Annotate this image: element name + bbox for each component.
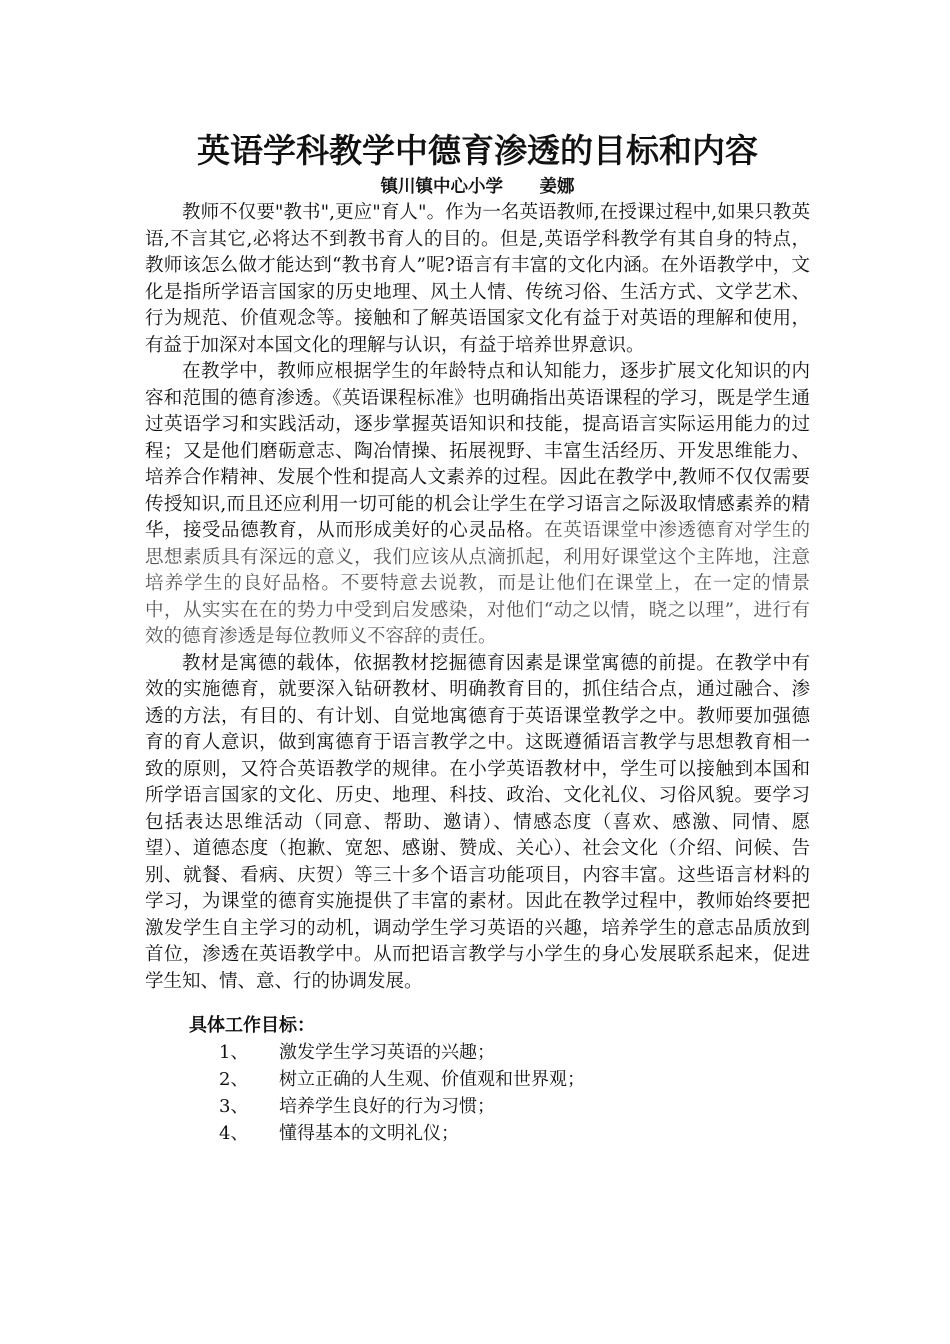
paragraph-2 (145, 359, 810, 651)
goal-item (145, 1066, 810, 1093)
paragraph-1 (145, 200, 810, 359)
goal-text: 树立正确的人生观、价值观和世界观； (279, 1069, 585, 1090)
paragraph-3-text: 教材是寓德的载体，依据教材挖掘德育因素是课堂寓德的前提。在教学中有效的实施德育，就要深入钻研教材、明确教育目的，抓住结合点，通过融合、渗透的方法，有目的、有计划、自觉地寓德育于英语课堂教学之中。教师要加强德育的育人意识，做到寓德育于语言教学之中。这既遵循语言教学与思想教育相一致的原则，又符合英语教学的规律。在小学英语教材中，学生可以接触到本国和所学语言国家的文化、历史、地理、科技、政治、文化礼仪、习俗风貌。要学习包括表达思维活动（同意、帮助、邀请）、情感态度（喜欢、感激、同情、愿望）、道德态度（抱歉、宽恕、感谢、赞成、关心）、社会文化（介绍、问候、告别、就餐、看病、庆贺）等三十多个语言功能项目，内容丰富。这些语言材料的学习，为课堂的德育实施提供了丰富的素材。因此在教学过程中，教师始终要把激发学生自主学习的动机，调动学生学习英语的兴趣，培养学生的意志品质放到首位，渗透在英语教学中。从而把语言教学与小学生的身心发展联系起来，促进学生知、情、意、行的协调发展。 (145, 652, 810, 992)
goal-number: 4、 (219, 1123, 249, 1144)
goal-item (145, 1120, 810, 1147)
goal-item (145, 1093, 810, 1120)
document-page (145, 128, 810, 1147)
paragraph-2-gray-text: 在英语课堂中渗透德育对学生的思想素质具有深远的意义，我们应该从点滴抓起，利用好课堂这个主阵地，注意培养学生的良好品格。不要特意去说教，而是让他们在课堂上，在一定的情景中，从实实在在的势力中受到启发感染，对他们“动之以情，晓之以理”，进行有效的德育渗透是每位教师义不容辞的责任。 (145, 520, 810, 647)
goal-number: 2、 (219, 1069, 249, 1090)
goal-text: 培养学生良好的行为习惯； (279, 1096, 495, 1117)
paragraph-3 (145, 651, 810, 996)
goal-text: 激发学生学习英语的兴趣； (279, 1042, 495, 1063)
document-author: 镇川镇中心小学 姜娜 (380, 177, 575, 197)
document-title: 英语学科教学中德育渗透的目标和内容 (197, 131, 758, 170)
goal-item (145, 1039, 810, 1066)
paragraph-2-text: 在教学中，教师应根据学生的年龄特点和认知能力，逐步扩展文化知识的内容和范围的德育渗透。《英语课程标准》也明确指出英语课程的学习，既是学生通过英语学习和实践活动，逐步掌握英语知识和技能，提高语言实际运用能力的过程；又是他们磨砺意志、陶冶情操、拓展视野、丰富生活经历、开发思维能力、培养合作精神、发展个性和提高人文素养的过程。因此在教学中,教师不仅仅需要传授知识,而且还应利用一切可能的机会让学生在学习语言之际汲取情感素养的精华，接受品德教育，从而形成美好的心灵品格。 (145, 361, 810, 541)
paragraph-1-text: 教师不仅要"教书",更应"育人"。作为一名英语教师,在授课过程中,如果只教英语,不言其它,必将达不到教书育人的目的。但是,英语学科教学有其自身的特点，教师该怎么做才能达到“教书育人”呢?语言有丰富的文化内涵。在外语教学中，文化是指所学语言国家的历史地理、风土人情、传统习俗、生活方式、文学艺术、行为规范、价值观念等。接触和了解英语国家文化有益于对英语的理解和使用，有益于加深对本国文化的理解与认识，有益于培养世界意识。 (145, 202, 810, 356)
goal-list (145, 1039, 810, 1147)
goal-number: 1、 (219, 1042, 249, 1063)
goal-text: 懂得基本的文明礼仪； (279, 1123, 459, 1144)
goal-number: 3、 (219, 1096, 249, 1117)
goals-heading: 具体工作目标： (189, 1015, 315, 1036)
